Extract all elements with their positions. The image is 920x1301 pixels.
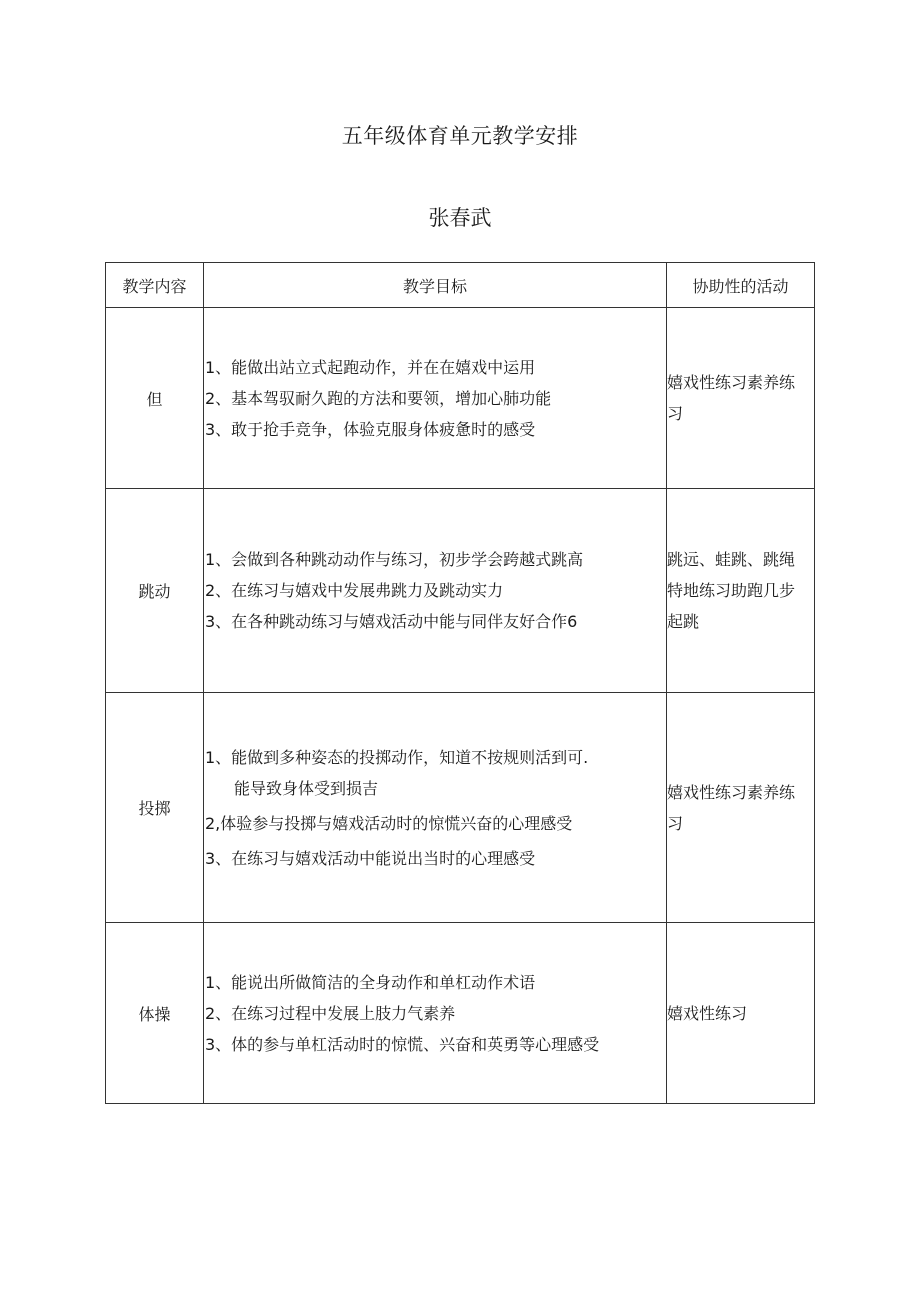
row-goals bbox=[204, 308, 667, 489]
goal-item-line: 1、能做到多种姿态的投掷动作，知道不按规则活到可. bbox=[205, 747, 589, 767]
row-goals bbox=[204, 923, 667, 1104]
row-activity: 嬉戏性练习 bbox=[667, 923, 815, 1104]
table-row bbox=[106, 308, 815, 489]
goal-item: 3、敢于抢手竞争，体验克服身体疲惫时的感受 bbox=[205, 419, 536, 439]
goal-item bbox=[205, 742, 666, 804]
goal-item: 2、在练习与嬉戏中发展弗跳力及跳动实力 bbox=[205, 581, 504, 600]
goal-item: 2,体验参与投掷与嬉戏活动时的惊慌兴奋的心理感受 bbox=[205, 813, 573, 833]
table-row bbox=[106, 923, 815, 1104]
row-activity: 跳远、蛙跳、跳绳特地练习助跑几步起跳 bbox=[667, 489, 815, 693]
document-title: 五年级体育单元教学安排 bbox=[341, 124, 579, 148]
document-author: 张春武 bbox=[428, 206, 492, 230]
goal-item-continuation: 能导致身体受到损吉 bbox=[234, 778, 379, 798]
table-row bbox=[106, 693, 815, 923]
row-content: 跳动 bbox=[106, 489, 204, 693]
goal-item: 3、在练习与嬉戏活动中能说出当时的心理感受 bbox=[205, 848, 536, 868]
goal-item: 3、在各种跳动练习与嬉戏活动中能与同伴友好合作6 bbox=[205, 612, 578, 631]
goal-item: 1、会做到各种跳动动作与练习，初步学会跨越式跳高 bbox=[205, 550, 584, 569]
goal-item: 1、能做出站立式起跑动作，并在在嬉戏中运用 bbox=[205, 357, 536, 377]
row-content: 投掷 bbox=[106, 693, 204, 923]
header-activity: 协助性的活动 bbox=[667, 263, 815, 308]
row-goals bbox=[204, 693, 667, 923]
goal-item: 2、基本驾驭耐久跑的方法和要领，增加心肺功能 bbox=[205, 388, 552, 408]
goal-item: 1、能说出所做简洁的全身动作和单杠动作术语 bbox=[205, 972, 536, 992]
row-goals bbox=[204, 489, 667, 693]
row-content: 体操 bbox=[106, 923, 204, 1104]
goal-item: 3、体的参与单杠活动时的惊慌、兴奋和英勇等心理感受 bbox=[205, 1034, 600, 1054]
header-row bbox=[106, 263, 815, 308]
header-goals: 教学目标 bbox=[204, 263, 667, 308]
row-activity: 嬉戏性练习素养练习 bbox=[667, 308, 815, 489]
header-content: 教学内容 bbox=[106, 263, 204, 308]
row-activity: 嬉戏性练习素养练习 bbox=[667, 693, 815, 923]
teaching-plan-table bbox=[105, 262, 815, 1104]
goal-item: 2、在练习过程中发展上肢力气素养 bbox=[205, 1003, 456, 1023]
table-row bbox=[106, 489, 815, 693]
row-content: 但 bbox=[106, 308, 204, 489]
